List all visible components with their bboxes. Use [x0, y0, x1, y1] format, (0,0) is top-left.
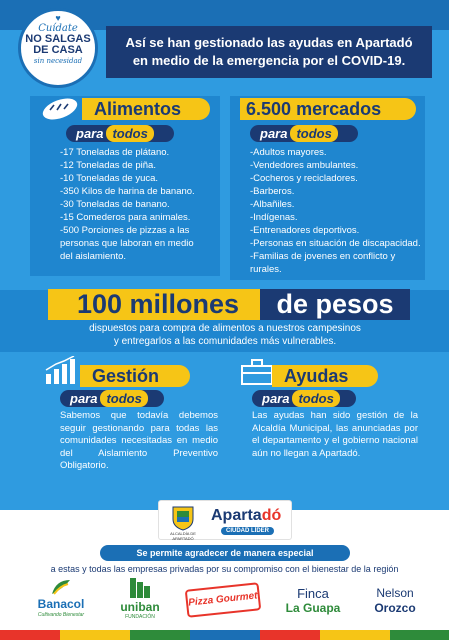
list-item: -17 Toneladas de plátano. — [60, 147, 170, 158]
todos-label: todos — [106, 125, 153, 142]
list-item: del aislamiento. — [60, 251, 127, 262]
apartado-end: dó — [261, 507, 282, 524]
para-label: para — [76, 126, 104, 141]
mercados-word: mercados — [296, 99, 382, 119]
list-item: -Cocheros y recicladores. — [250, 173, 358, 184]
list-item: -Indígenas. — [250, 212, 298, 223]
finca-logo-line1: Finca — [297, 586, 329, 601]
alimentos-title: Alimentos — [82, 98, 210, 120]
list-item: personas que laboran en medio — [60, 238, 194, 249]
gestion-title: Gestión — [80, 365, 190, 387]
gestion-text: Sabemos que todavía debemos seguir gestionando para todas las comunidades necesitadas en medio del Aislamiento Preventivo Obligatorio. — [60, 410, 218, 471]
agradecer-text: a estas y todas las empresas privadas por su compromiso con el bienestar de la región — [50, 564, 399, 574]
toolbox-icon — [240, 358, 274, 386]
todos-label: todos — [100, 390, 147, 407]
heart-icon: ♥ — [55, 13, 61, 23]
list-item: -Familias de jovenes en conflicto y — [250, 251, 396, 262]
banacol-logo: Banacol — [37, 597, 85, 611]
alcaldia-label: ALCALDÍA DE APARTADÓ — [170, 531, 196, 541]
list-item: rurales. — [250, 264, 282, 275]
list-item: -350 Kilos de harina de banano. — [60, 186, 195, 197]
finca-logo-line2: La Guapa — [285, 601, 341, 615]
gestion-para-todos — [60, 390, 164, 407]
ciudad-lider-tag: CIUDAD LÍDER — [221, 527, 274, 535]
badge-de-casa: DE CASA — [33, 44, 83, 56]
ayudas-title: Ayudas — [272, 365, 378, 387]
banacol-leaf-icon — [50, 578, 72, 596]
alimentos-para-todos — [66, 125, 174, 142]
coat-of-arms-icon — [171, 505, 195, 531]
ayudas-text: Las ayudas han sido gestión de la Alcaldía Municipal, las anunciadas por el departamento y el gobierno nacional aún no llegan a Apartadó. — [252, 410, 418, 459]
pizza-gourmet-text: Pizza Gourmet — [187, 590, 259, 609]
bread-icon — [40, 96, 80, 122]
apartado-main: Aparta — [211, 507, 262, 524]
uniban-mark-icon — [130, 578, 150, 598]
nelson-logo-line1: Nelson — [376, 586, 414, 600]
badge-no-salgas: NO SALGAS — [25, 33, 91, 45]
para-label: para — [70, 391, 98, 406]
list-item: -Albañiles. — [250, 199, 295, 210]
agradecer-banner: Se permite agradecer de manera especial — [100, 545, 350, 561]
list-item: -30 Toneladas de banano. — [60, 199, 170, 210]
alcaldia-logo — [158, 500, 292, 540]
list-item: -15 Comederos para animales. — [60, 212, 191, 223]
list-item: -500 Porciones de pizzas a las — [60, 225, 190, 236]
header-line-1: Así se han gestionado las ayudas en Apartadó — [125, 35, 413, 50]
banacol-tagline: Cultivando Bienestar — [37, 612, 85, 618]
mercados-para-todos — [250, 125, 358, 142]
color-stripe — [0, 630, 449, 640]
todos-label: todos — [292, 390, 339, 407]
apartado-wordmark — [211, 507, 281, 525]
list-item: -10 Toneladas de yuca. — [60, 173, 159, 184]
millones-description — [40, 322, 410, 348]
bar-chart-icon — [44, 356, 78, 386]
millones-sub-1: dispuestos para compra de alimentos a nuestros campesinos — [89, 323, 361, 334]
ayudas-para-todos — [252, 390, 356, 407]
alimentos-list — [60, 146, 230, 263]
para-label: para — [260, 126, 288, 141]
mercados-list — [250, 146, 430, 276]
nelson-logo-line2: Orozco — [374, 601, 416, 615]
list-item: -Barberos. — [250, 186, 295, 197]
mercados-title — [240, 98, 416, 120]
header-title — [106, 26, 432, 78]
todos-label: todos — [290, 125, 337, 142]
mercados-number: 6.500 — [246, 99, 292, 119]
badge-sin-necesidad: sin necesidad — [33, 57, 83, 65]
para-label: para — [262, 391, 290, 406]
millones-sub-2: y entregarlos a las comunidades más vulnerables. — [113, 336, 337, 347]
list-item: -Personas en situación de discapacidad. — [250, 238, 421, 249]
list-item: -Entrenadores deportivos. — [250, 225, 360, 236]
header-line-2: en medio de la emergencia por el COVID-19. — [132, 53, 406, 68]
list-item: -12 Toneladas de piña. — [60, 160, 156, 171]
uniban-logo: uniban — [120, 600, 160, 614]
millones-amount: 100 millones — [48, 289, 268, 320]
list-item: -Adultos mayores. — [250, 147, 327, 158]
badge-cuidate: Cuídate — [38, 23, 78, 34]
list-item: -Vendedores ambulantes. — [250, 160, 359, 171]
millones-de-pesos: de pesos — [260, 289, 410, 320]
cuidate-badge — [18, 8, 98, 88]
uniban-tagline: FUNDACIÓN — [125, 614, 155, 620]
